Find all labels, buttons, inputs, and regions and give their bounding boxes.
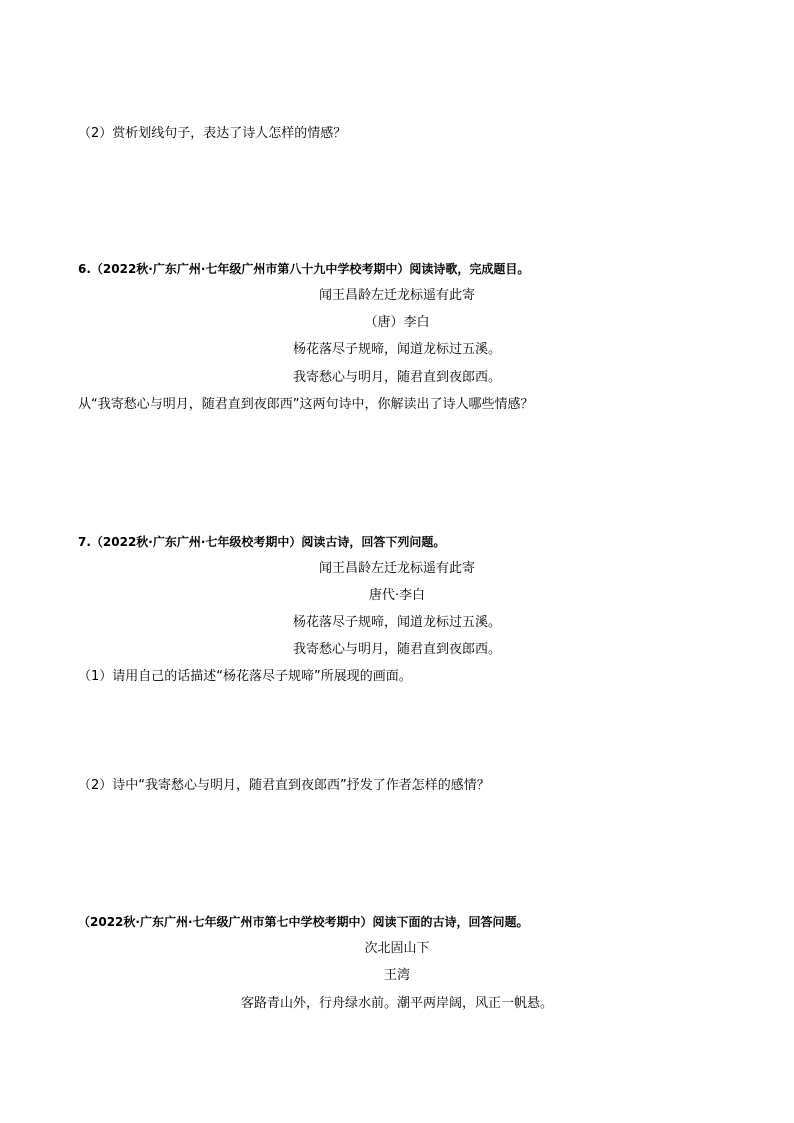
q7-sub1-question: （1）请用自己的话描述“杨花落尽子规啼”所展现的画面。	[78, 669, 412, 684]
q8-header: （2022秋·广东广州·七年级广州市第七中学校考期中）阅读下面的古诗，回答问题。	[78, 915, 529, 929]
q6-header: 6.（2022秋·广东广州·七年级广州市第八十九中学校考期中）阅读诗歌，完成题目。	[78, 262, 530, 276]
q8-poem-line-1: 客路青山外，行舟绿水前。潮平两岸阔，风正一帆悬。	[240, 996, 553, 1011]
q7-sub2-question: （2）诗中“我寄愁心与明月，随君直到夜郎西”抒发了作者怎样的感情？	[78, 778, 490, 793]
q5-sub2-question: （2）赏析划线句子，表达了诗人怎样的情感？	[78, 126, 347, 141]
q6-poem-line-1: 杨花落尽子规啼，闻道龙标过五溪。	[292, 342, 501, 357]
q8-poem-author: 王湾	[383, 968, 410, 983]
q6-poem-author: （唐）李白	[364, 315, 430, 330]
q7-poem-title: 闻王昌龄左迁龙标遥有此寄	[318, 561, 475, 576]
q7-header: 7.（2022秋·广东广州·七年级校考期中）阅读古诗，回答下列问题。	[78, 535, 446, 549]
q6-poem-title: 闻王昌龄左迁龙标遥有此寄	[318, 288, 475, 303]
q8-poem-title: 次北固山下	[364, 941, 430, 956]
q6-poem-line-2: 我寄愁心与明月，随君直到夜郎西。	[292, 370, 501, 385]
q7-poem-line-1: 杨花落尽子规啼，闻道龙标过五溪。	[292, 615, 501, 630]
q7-poem-author: 唐代·李白	[368, 588, 426, 603]
q7-poem-line-2: 我寄愁心与明月，随君直到夜郎西。	[292, 642, 501, 657]
q6-question: 从“我寄愁心与明月，随君直到夜郎西”这两句诗中，你解读出了诗人哪些情感？	[78, 397, 534, 412]
